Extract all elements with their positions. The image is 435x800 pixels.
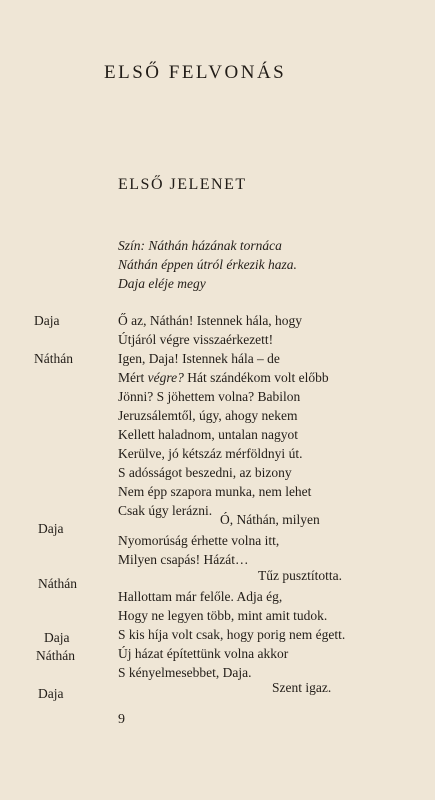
verse-line: S kis híja volt csak, hogy porig nem égett. [118,627,346,642]
verse-line: Útjáról végre visszaérkezett! [118,332,274,347]
scene-title: ELSŐ JELENET [118,176,247,193]
verse-line: Szent igaz. [272,680,332,695]
verse-line: Új házat építettünk volna akkor [118,646,289,661]
verse-line: Milyen csapás! Házát… [118,552,249,567]
verse-line: Hallottam már felőle. Adja ég, [118,589,283,604]
verse-line: Hogy ne legyen több, mint amit tudok. [118,608,328,623]
stage-directions [118,236,297,293]
verse-line: Jönni? S jöhettem volna? Babilon [118,389,301,404]
page-number: 9 [118,712,125,727]
speaker-nathan: Náthán [38,576,77,591]
verse-line: Ő az, Náthán! Istennek hála, hogy [118,313,303,328]
verse-line: Kerülve, jó kétszáz mérföldnyi út. [118,446,303,461]
stage-direction-line: Szín: Náthán házának tornáca [118,238,282,253]
act-title: ELSŐ FELVONÁS [104,62,287,83]
verse-line: Csak úgy lerázni. [118,503,213,518]
speaker-nathan: Náthán [34,351,73,366]
speaker-nathan: Náthán [36,648,75,663]
speaker-daja: Daja [44,630,70,645]
verse-line: Tűz pusztította. [258,568,342,583]
verse-line: Kellett haladnom, untalan nagyot [118,427,298,442]
verse-line: Ó, Náthán, milyen [220,512,320,527]
verse-line: Nem épp szapora munka, nem lehet [118,484,312,499]
verse-line: Mért végre? Hát szándékom volt előbb [118,370,329,385]
verse-line: Nyomorúság érhette volna itt, [118,533,280,548]
speaker-daja: Daja [34,313,60,328]
verse-line: Igen, Daja! Istennek hála – de [118,351,280,366]
speaker-daja: Daja [38,521,64,536]
stage-direction-line: Daja eléje megy [118,276,206,291]
speaker-daja: Daja [38,686,64,701]
verse-line: S adósságot beszedni, az bizony [118,465,292,480]
verse-line: Jeruzsálemtől, úgy, ahogy nekem [118,408,298,423]
verse-line: S kényelmesebbet, Daja. [118,665,252,680]
stage-direction-line: Náthán éppen útról érkezik haza. [118,257,297,272]
